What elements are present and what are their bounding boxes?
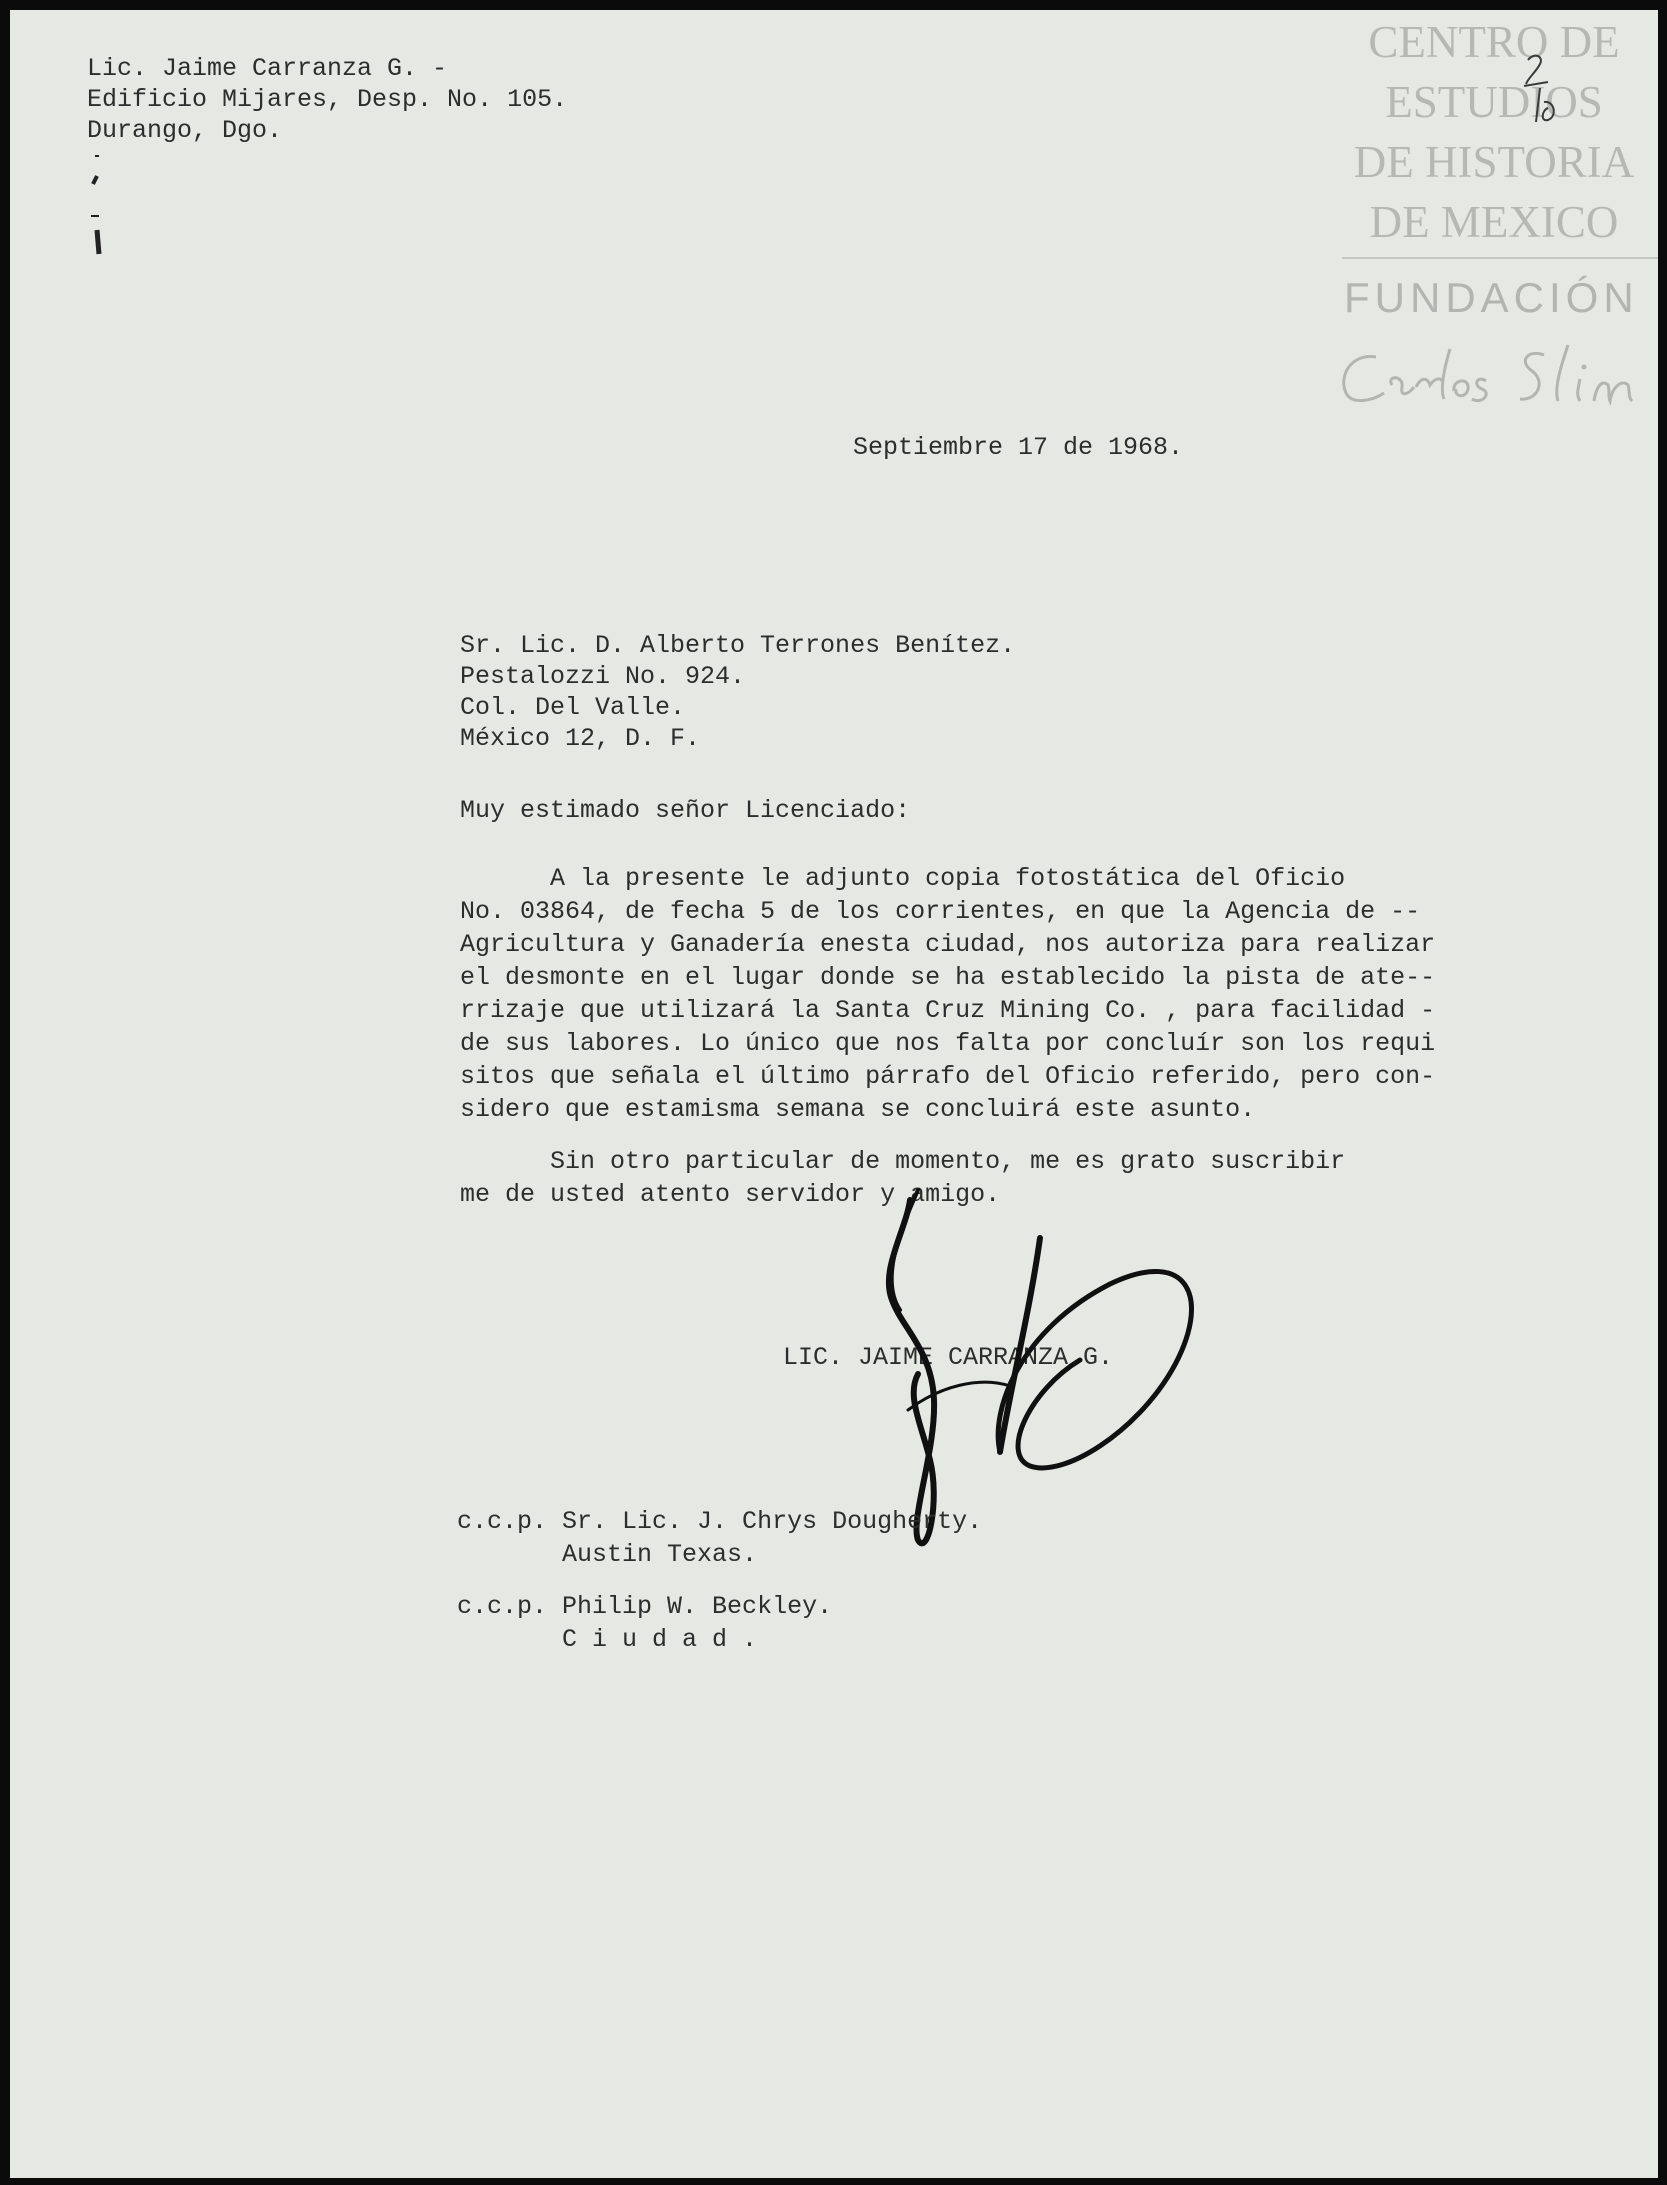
recipient-name: Sr. Lic. D. Alberto Terrones Benítez.	[460, 631, 1016, 660]
signer-name: LIC. JAIME CARRANZA G.	[783, 1343, 1114, 1372]
body-line: No. 03864, de fecha 5 de los corrientes, en que la Agencia de --	[460, 897, 1421, 926]
body-line: Agricultura y Ganadería enesta ciudad, nos autoriza para realizar	[460, 930, 1436, 959]
cc-prefix: c.c.p.	[457, 1592, 548, 1621]
sender-name: Lic. Jaime Carranza G. -	[87, 54, 448, 83]
carlos-slim-script-logo	[1332, 335, 1658, 415]
closing-line: Sin otro particular de momento, me es grato suscribir	[460, 1147, 1346, 1176]
recipient-colonia: Col. Del Valle.	[460, 693, 686, 722]
stamp-line-2: ESTUDIOS	[1385, 77, 1603, 127]
stamp-foundation: FUNDACIÓN	[1344, 274, 1639, 321]
stamp-line-3: DE HISTORIA	[1353, 137, 1635, 187]
letter-date: Septiembre 17 de 1968.	[853, 433, 1184, 462]
stamp-divider	[1342, 257, 1658, 259]
body-line: A la presente le adjunto copia fotostática del Oficio	[460, 864, 1346, 893]
recipient-city: México 12, D. F.	[460, 724, 701, 753]
body-line: rrizaje que utilizará la Santa Cruz Mining Co. , para facilidad -	[460, 996, 1436, 1025]
cc-name: Sr. Lic. J. Chrys Dougherty.	[562, 1507, 983, 1536]
body-line: sidero que estamisma semana se concluirá este asunto.	[460, 1095, 1256, 1124]
sender-address: Edificio Mijares, Desp. No. 105.	[87, 85, 568, 114]
body-line: de sus labores. Lo único que nos falta por concluír son los requi	[460, 1029, 1436, 1058]
folio-number-handwritten	[1510, 50, 1570, 130]
sender-city: Durango, Dgo.	[87, 116, 283, 145]
body-paragraph-1	[460, 862, 1435, 1126]
cc-recipient-1	[457, 1505, 982, 1571]
recipient-street: Pestalozzi No. 924.	[460, 662, 746, 691]
archive-stamp	[1330, 10, 1658, 430]
recipient-block	[460, 630, 1015, 754]
body-line: el desmonte en el lugar donde se ha establecido la pista de ate--	[460, 963, 1436, 992]
closing-line: me de usted atento servidor y amigo.	[460, 1180, 1001, 1209]
stamp-line-4: DE MEXICO	[1369, 197, 1619, 247]
stamp-line-1: CENTRO DE	[1368, 17, 1620, 67]
cc-location: Austin Texas.	[562, 1540, 758, 1569]
cc-name: Philip W. Beckley.	[562, 1592, 833, 1621]
body-line: sitos que señala el último párrafo del Oficio referido, pero con-	[460, 1062, 1436, 1091]
sender-block	[87, 53, 567, 146]
cc-prefix: c.c.p.	[457, 1507, 548, 1536]
margin-marks	[83, 148, 123, 268]
letter-page	[10, 10, 1658, 2178]
cc-recipient-2	[457, 1590, 832, 1656]
salutation: Muy estimado señor Licenciado:	[460, 796, 911, 825]
cc-location: C i u d a d .	[562, 1625, 758, 1654]
